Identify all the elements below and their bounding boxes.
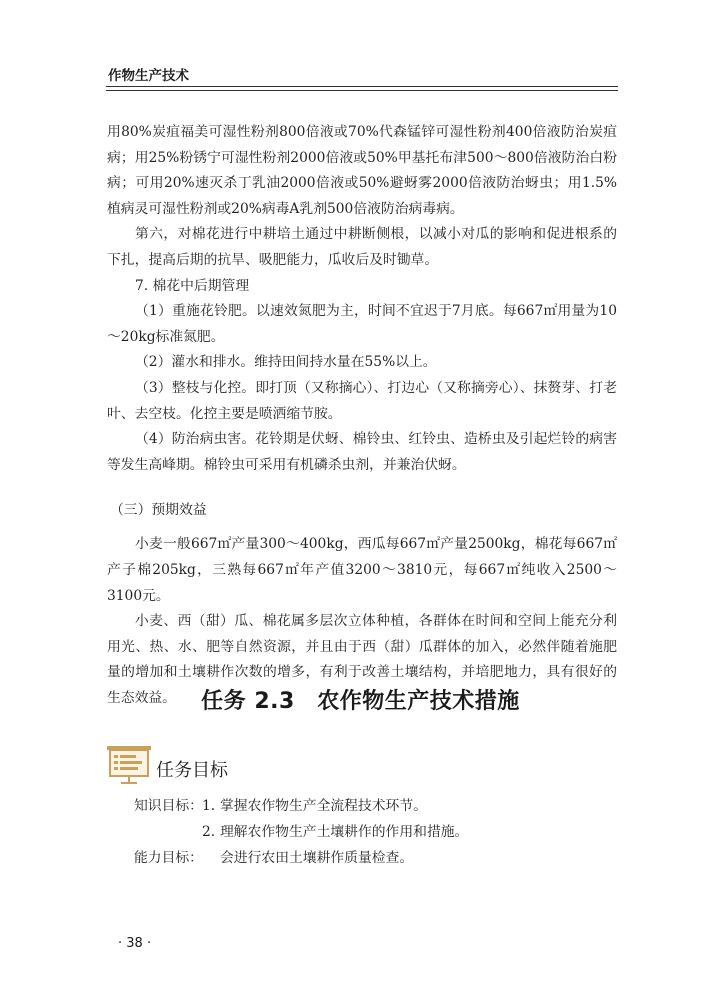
- body-text: [107, 120, 617, 711]
- goal-number: 1.: [202, 798, 216, 814]
- paragraph: 第六，对棉花进行中耕培土通过中耕断侧根，以减小对瓜的影响和促进根系的下扎，提高后期的抗旱、吸肥能力，瓜收后及时锄草。: [107, 226, 617, 268]
- presentation-board-icon: [105, 743, 153, 785]
- paragraph: （4）防治病虫害。花铃期是伏蚜、棉铃虫、红铃虫、造桥虫及引起烂铃的病害等发生高峰期。棉铃虫可采用有机磷杀虫剂，并兼治伏蚜。: [107, 431, 617, 473]
- goal-item: [134, 845, 468, 871]
- goal-number: 2.: [202, 824, 216, 840]
- goal-text: 理解农作物生产土壤耕作的作用和措施。: [220, 824, 469, 840]
- goal-category: 知识目标：: [134, 798, 203, 814]
- paragraph: （2）灌水和排水。维持田间持水量在55%以上。: [135, 354, 437, 371]
- paragraph: 用80%炭疽福美可湿性粉剂800倍液或70%代森锰锌可湿性粉剂400倍液防治炭疽病；用25%粉锈宁可湿性粉剂2000倍液或50%甲基托布津500～800倍液防治白粉病；可用20%速灭杀丁乳油2000倍液或50%避蚜雾2000倍液防治蚜虫；用1.5%植病灵可湿性粉剂或20%病毒A乳剂500倍液防治病毒病。: [107, 124, 617, 217]
- subheading: （三）预期效益: [110, 502, 207, 519]
- goal-item: [134, 793, 468, 819]
- header-rule-thick: [106, 86, 618, 87]
- goal-list: [134, 793, 468, 871]
- paragraph: 小麦一般667㎡产量300～400kg，西瓜每667㎡产量2500kg，棉花每667㎡产子棉205kg，三熟每667㎡年产值3200～3810元，每667㎡纯收入2500～3100元。: [107, 536, 617, 604]
- paragraph: （3）整枝与化控。即打顶（又称摘心）、打边心（又称摘旁心）、抹赘芽、打老叶、去空枝。化控主要是喷洒缩节胺。: [107, 379, 617, 422]
- header-rule-thin: [106, 90, 618, 91]
- goal-text: 掌握农作物生产全流程技术环节。: [220, 798, 427, 814]
- goal-heading: 任务目标: [156, 760, 228, 781]
- goal-item: [134, 819, 468, 845]
- running-header: 作物生产技术: [108, 68, 189, 84]
- goal-text: 会进行农田土壤耕作质量检查。: [220, 850, 414, 866]
- goal-category: 能力目标：: [134, 850, 203, 866]
- paragraph: （1）重施花铃肥。以速效氮肥为主，时间不宜迟于7月底。每667㎡用量为10～20kg标准氮肥。: [107, 303, 617, 345]
- task-title: 任务 2.3 农作物生产技术措施: [201, 689, 520, 714]
- page-number: · 38 ·: [118, 936, 152, 951]
- section-label: 7. 棉花中后期管理: [135, 277, 250, 294]
- paragraph: 小麦、西（甜）瓜、棉花属多层次立体种植，各群体在时间和空间上能充分利用光、热、水、肥等自然资源，并且由于西（甜）瓜群体的加入，必然伴随着施肥量的增加和土壤耕作次数的增多，有利于改善土壤结构，并培肥地力，具有很好的生态效益。: [107, 613, 617, 706]
